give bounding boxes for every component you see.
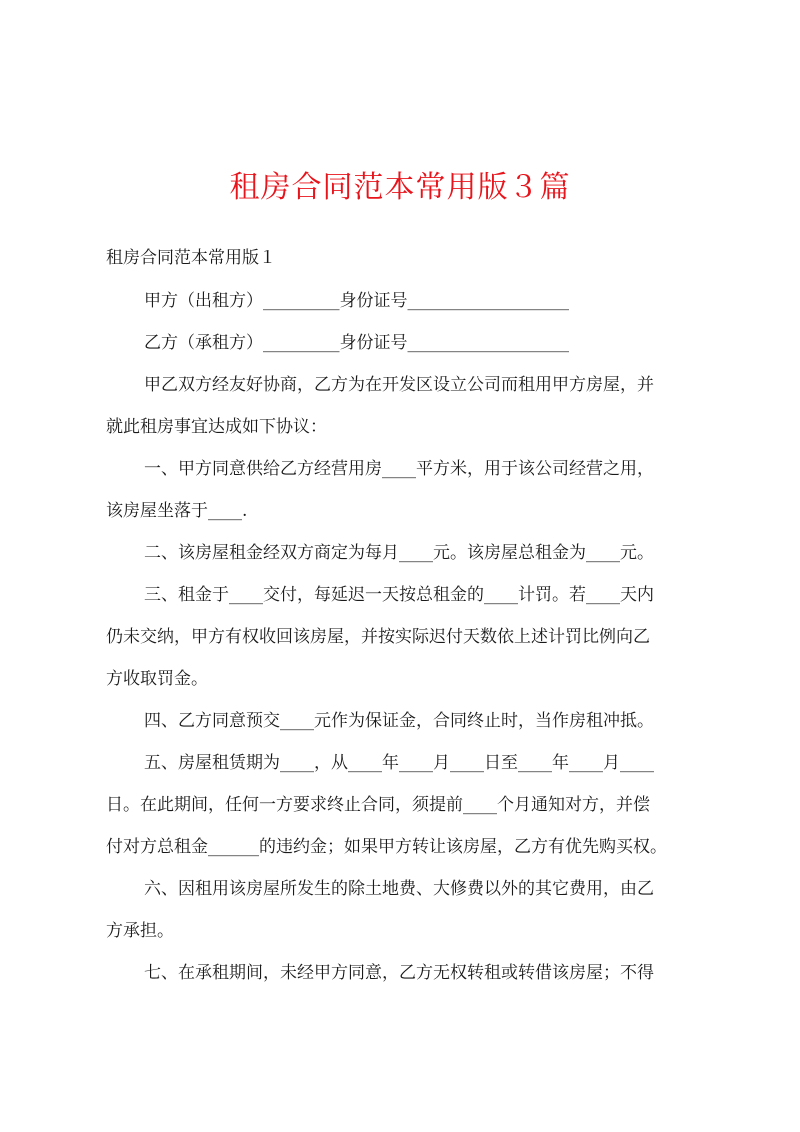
contract-line-text: 甲方（出租方）_________身份证号___________________ <box>144 291 569 311</box>
contract-line-text: 甲乙双方经友好协商，乙方为在开发区设立公司而租用甲方房屋，并 <box>144 375 654 395</box>
contract-line-text: 该房屋坐落于____. <box>106 501 248 521</box>
contract-line <box>106 868 698 910</box>
contract-body <box>106 280 698 994</box>
contract-line-text: 方收取罚金。 <box>106 669 208 689</box>
contract-line <box>106 952 698 994</box>
contract-line-text: 五、房屋租赁期为____，从____年____月____日至____年____月____ <box>144 753 654 773</box>
document-title: 租房合同范本常用版３篇 <box>229 170 571 205</box>
contract-line-text: 仍未交纳，甲方有权收回该房屋，并按实际迟付天数依上述计罚比例向乙 <box>106 627 650 647</box>
contract-line-text: 一、甲方同意供给乙方经营用房____平方米，用于该公司经营之用， <box>144 459 654 479</box>
contract-line-text: 乙方（承租方）_________身份证号___________________ <box>144 333 569 353</box>
contract-line <box>106 784 698 826</box>
contract-line <box>106 364 698 406</box>
contract-line <box>106 742 698 784</box>
contract-line <box>106 910 698 952</box>
contract-line <box>106 826 698 868</box>
contract-line-text: 日。在此期间，任何一方要求终止合同，须提前____个月通知对方，并偿 <box>106 795 650 815</box>
contract-line-text: 方承担。 <box>106 921 174 941</box>
contract-line-text: 七、在承租期间，未经甲方同意，乙方无权转租或转借该房屋；不得 <box>144 963 654 983</box>
contract-line <box>106 532 698 574</box>
contract-line <box>106 574 698 616</box>
contract-line-text: 付对方总租金______的违约金；如果甲方转让该房屋，乙方有优先购买权。 <box>106 837 667 857</box>
contract-line <box>106 700 698 742</box>
contract-line <box>106 322 698 364</box>
contract-line <box>106 406 698 448</box>
contract-line <box>106 448 698 490</box>
contract-line-text: 就此租房事宜达成如下协议： <box>106 417 327 437</box>
contract-line-text: 六、因租用该房屋所发生的除土地费、大修费以外的其它费用，由乙 <box>144 879 654 899</box>
contract-line-text: 二、该房屋租金经双方商定为每月____元。该房屋总租金为____元。 <box>144 543 654 563</box>
contract-line-text: 四、乙方同意预交____元作为保证金，合同终止时，当作房租冲抵。 <box>144 711 654 731</box>
contract-line <box>106 280 698 322</box>
contract-line <box>106 616 698 658</box>
contract-line <box>106 658 698 700</box>
section-heading: 租房合同范本常用版１ <box>106 248 276 268</box>
contract-line-text: 三、租金于____交付，每延迟一天按总租金的____计罚。若____天内 <box>144 585 654 605</box>
contract-line <box>106 490 698 532</box>
